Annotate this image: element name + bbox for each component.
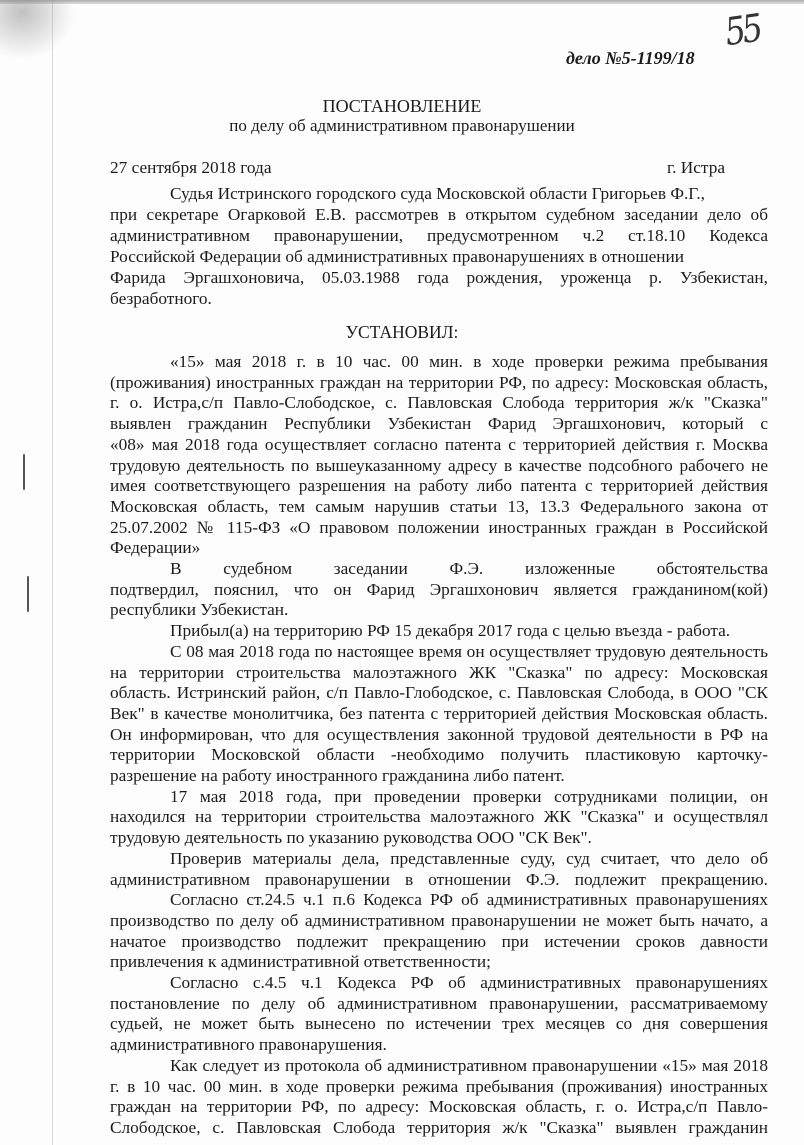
margin-bracket-mark [27, 576, 29, 612]
document-title: ПОСТАНОВЛЕНИЕ [322, 96, 482, 116]
text-line: выявлен гражданин Республики Узбекистан Фарид Эргашхонович, который с [110, 414, 768, 434]
text-line: г. в 10 час. 00 мин. в ходе проверки режима пребывания (проживания) иностранных [110, 1076, 768, 1096]
text-line: Согласно ст.24.5 ч.1 п.6 Кодекса РФ об административных правонарушениях [170, 890, 768, 910]
text-line: Фарида Эргашхоновича, 05.03.1988 года рождения, уроженца р. Узбекистан, [110, 268, 768, 287]
text-line: Слободское, с. Павловская Слобода территория ж/к "Сказка" выявлен гражданин [110, 1117, 768, 1137]
handwritten-page-number: 55 [722, 5, 763, 55]
document-subtitle: по делу об административном правонарушении [229, 116, 575, 135]
text-line: имея соответствующего разрешения на работу либо патента с территорией действия [110, 476, 768, 496]
text-line: Век" в качестве монолитчика, без патента с территорией действия Московская область. [110, 703, 768, 723]
text-line: разрешение на работу иностранного гражданина либо патент. [110, 766, 565, 785]
text-line: Московская область, тем самым нарушив статьи 13, 13.3 Федерального закона от [110, 496, 768, 516]
document-city: г. Истра [667, 158, 726, 177]
text-line: на территории строительства малоэтажного ЖК "Сказка" по адресу: Московская [110, 662, 768, 682]
text-line: 17 мая 2018 года, при проведении проверки сотрудниками полиции, он [170, 786, 768, 806]
scan-smudge [0, 0, 75, 60]
text-line: начатое производство подлежит прекращению при истечении сроков давности [110, 931, 768, 951]
text-line: безработного. [110, 289, 212, 308]
text-line: постановление по делу об административном правонарушении, рассматриваемому [110, 993, 768, 1013]
text-line: область. Истринский район, с/п Павло-Глободское, с. Павловская Слобода, в ООО "СК [110, 683, 768, 703]
text-line: г. о. Истра,с/п Павло-Слободское, с. Павловская Слобода территория ж/к "Сказка" [110, 393, 768, 413]
text-line: Прибыл(а) на территорию РФ 15 декабря 2017 года с целью въезда - работа. [170, 621, 731, 641]
text-line: Он информирован, что для осуществления законной трудовой деятельности в РФ на [110, 724, 768, 744]
text-line: Согласно с.4.5 ч.1 Кодекса РФ об административных правонарушениях [170, 973, 768, 992]
text-line: В судебном заседании Ф.Э. изложенные обстоятельства [170, 559, 768, 578]
text-line: подтвердил, пояснил, что он Фарид Эргашхонович является гражданином(кой) [110, 579, 768, 599]
text-line: Российской Федерации об административных правонарушениях в отношении [110, 247, 685, 266]
text-line: Проверив материалы дела, представленные суду, суд считает, что дело об [170, 848, 768, 868]
margin-bracket-mark [23, 454, 25, 490]
text-line: «08» мая 2018 года осуществляет согласно патента с территорией действия г. Москва [110, 434, 768, 454]
text-line: С 08 мая 2018 года по настоящее время он осуществляет трудовую деятельность [170, 641, 768, 661]
text-line: при секретаре Огарковой Е.В. рассмотрев в открытом судебном заседании дело об [110, 205, 768, 224]
text-line: административном правонарушении в отношении Ф.Э. подлежит прекращению. [110, 869, 768, 889]
text-line: республики Узбекистан. [110, 600, 289, 620]
section-heading: УСТАНОВИЛ: [345, 322, 459, 342]
text-line: 25.07.2002 № 115-ФЗ «О правовом положении иностранных граждан в Российской [110, 517, 768, 537]
scan-left-edge [52, 0, 53, 1145]
text-line: (проживания) иностранных граждан на территории РФ, по адресу: Московская область, [110, 372, 768, 392]
text-line: трудовую деятельность по указанию руководства ООО "СК Век". [110, 828, 592, 848]
text-line: производство по делу об административном правонарушении не может быть начато, а [110, 910, 768, 930]
text-line: находился на территории строительства малоэтажного ЖК "Сказка" и осуществлял [110, 807, 768, 827]
text-line: Как следует из протокола об административном правонарушении «15» мая 2018 [170, 1055, 768, 1075]
document-date: 27 сентября 2018 года [110, 158, 272, 177]
text-line: Судья Истринского городского суда Московской области Григорьев Ф.Г., [170, 184, 705, 203]
text-line: административном правонарушении, предусмотренном ч.2 ст.18.10 Кодекса [110, 226, 768, 245]
text-line: Федерации» [110, 538, 201, 558]
text-line: административного правонарушения. [110, 1035, 387, 1055]
text-line: «15» мая 2018 г. в 10 час. 00 мин. в ходе проверки режима пребывания [170, 352, 768, 371]
text-line: трудовую деятельность по вышеуказанному адресу в качестве подсобного рабочего не [110, 455, 768, 475]
case-number: дело №5-1199/18 [566, 48, 695, 68]
text-line: судьей, не может быть вынесено по истечении трех месяцев со дня совершения [110, 1014, 768, 1034]
text-line: территории Московской области -необходимо получить пластиковую карточку- [110, 745, 768, 765]
scan-top-edge [0, 0, 804, 4]
text-line: граждан на территории РФ, по адресу: Московская область, г. о. Истра,с/п Павло- [110, 1097, 768, 1117]
text-line: привлечения к административной ответственности; [110, 952, 491, 972]
